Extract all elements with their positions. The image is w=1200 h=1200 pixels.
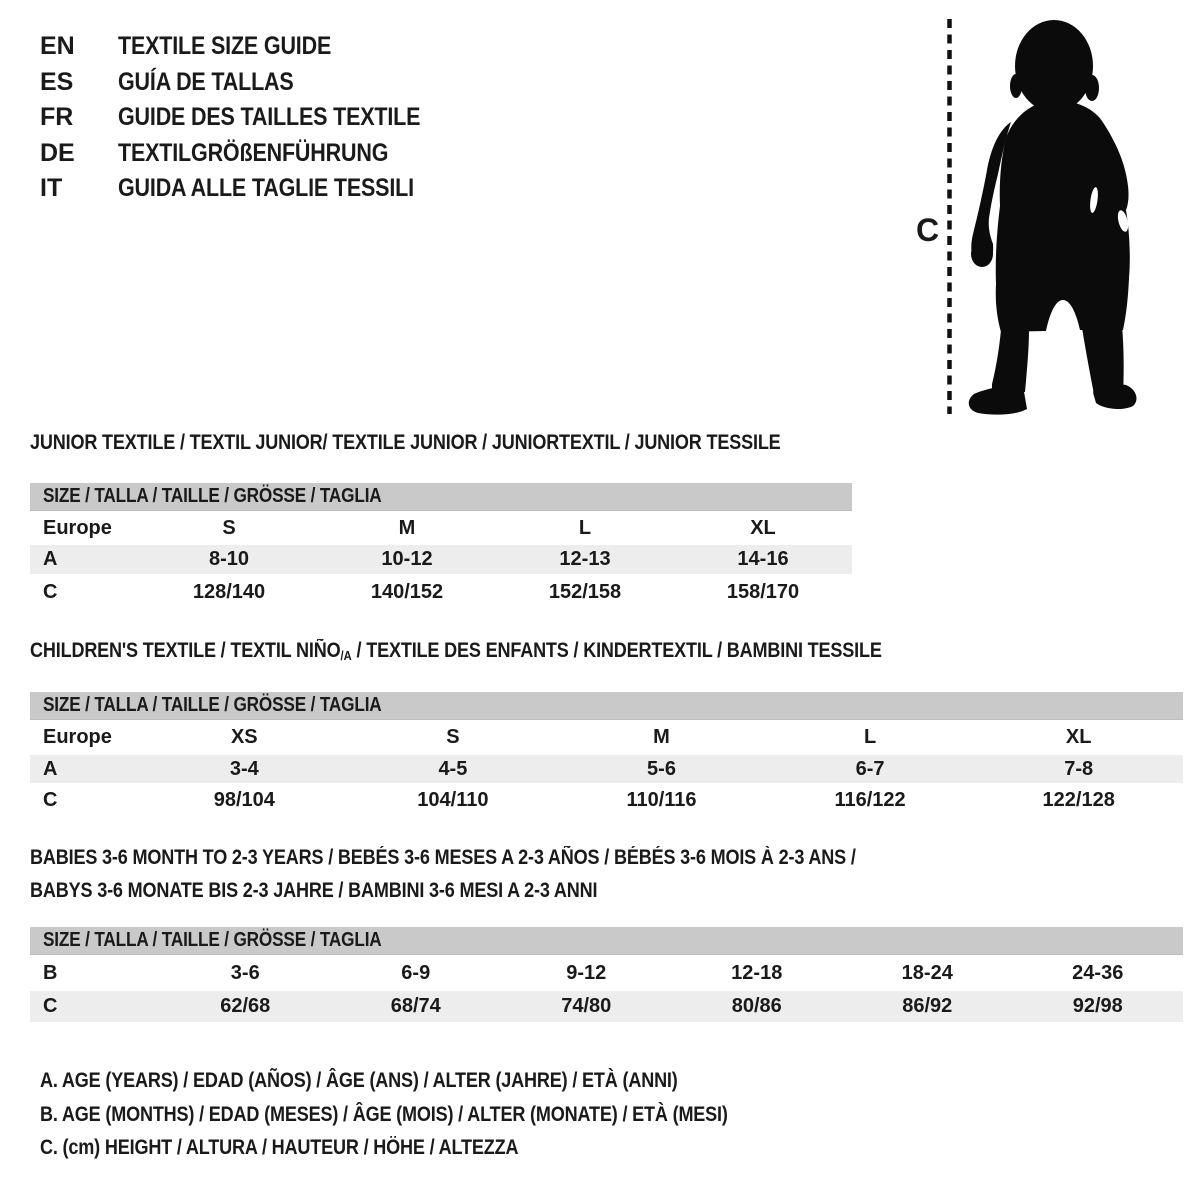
table-cell: 80/86 bbox=[731, 995, 782, 1017]
language-code: DE bbox=[40, 138, 75, 167]
legend-text: B. AGE (MONTHS) / EDAD (MESES) / ÂGE (MOIS) / ALTER (MONATE) / ETÀ (MESI) bbox=[40, 1103, 728, 1126]
children-size-header-bar bbox=[30, 692, 1183, 720]
babies-size-header-bar bbox=[30, 927, 1183, 955]
row-label: A bbox=[43, 548, 58, 570]
row-label: C bbox=[43, 580, 58, 603]
table-cell: 14-16 bbox=[737, 548, 789, 570]
table-cell: 128/140 bbox=[192, 580, 266, 603]
children-table-title bbox=[30, 638, 1020, 666]
row-label: B bbox=[43, 961, 58, 984]
language-row-es bbox=[40, 65, 470, 101]
language-row-en bbox=[40, 29, 470, 65]
legend-age-years bbox=[40, 1069, 781, 1093]
table-cell: 62/68 bbox=[220, 995, 271, 1017]
table-cell: 152/158 bbox=[548, 580, 622, 603]
table-cell: 74/80 bbox=[561, 995, 612, 1017]
language-label: TEXTILGRÖßENFÜHRUNG bbox=[118, 138, 389, 167]
children-row-europe bbox=[30, 720, 1183, 755]
children-row-height bbox=[30, 783, 1183, 817]
row-label: Europe bbox=[43, 726, 112, 748]
title-post: / TEXTILE DES ENFANTS / KINDERTEXTIL / BAMBINI TESSILE bbox=[351, 639, 882, 662]
table-cell: M bbox=[653, 726, 670, 748]
language-label: GUIDE DES TAILLES TEXTILE bbox=[118, 103, 421, 132]
table-cell: 116/122 bbox=[834, 788, 906, 811]
legend-height-cm bbox=[40, 1136, 596, 1160]
table-cell: 12-18 bbox=[731, 961, 783, 984]
table-cell: 158/170 bbox=[726, 580, 800, 603]
babies-title-text-line2: BABYS 3-6 MONATE BIS 2-3 JAHRE / BAMBINI 3-6 MESI A 2-3 ANNI bbox=[30, 879, 598, 902]
table-cell: XL bbox=[750, 516, 776, 539]
legend-text: A. AGE (YEARS) / EDAD (AÑOS) / ÂGE (ANS) / ALTER (JAHRE) / ETÀ (ANNI) bbox=[40, 1069, 678, 1092]
language-code: EN bbox=[40, 32, 75, 61]
table-cell: L bbox=[863, 726, 877, 748]
table-cell: 92/98 bbox=[1072, 995, 1123, 1017]
table-cell: 86/92 bbox=[902, 995, 953, 1017]
table-cell: 3-4 bbox=[229, 757, 259, 780]
table-cell: 8-10 bbox=[208, 548, 250, 570]
language-row-fr bbox=[40, 100, 470, 136]
table-cell: 6-7 bbox=[855, 757, 885, 780]
table-cell: XS bbox=[230, 726, 258, 748]
title-sub: /A bbox=[340, 648, 352, 663]
table-cell: S bbox=[446, 726, 460, 748]
language-row-de bbox=[40, 136, 470, 172]
table-cell: XL bbox=[1065, 726, 1092, 748]
legend-text: C. (cm) HEIGHT / ALTURA / HAUTEUR / HÖHE / ALTEZZA bbox=[40, 1136, 519, 1159]
table-cell: 10-12 bbox=[381, 548, 433, 570]
row-label: C bbox=[43, 995, 58, 1017]
babies-row-height bbox=[30, 991, 1183, 1022]
size-header-text: SIZE / TALLA / TAILLE / GRÖSSE / TAGLIA bbox=[43, 694, 382, 716]
table-cell: 3-6 bbox=[230, 961, 260, 984]
babies-table-title-line1 bbox=[30, 845, 990, 871]
table-cell: 9-12 bbox=[566, 961, 607, 984]
babies-title-text-line1: BABIES 3-6 MONTH TO 2-3 YEARS / BEBÉS 3-6 MESES A 2-3 AÑOS / BÉBÉS 3-6 MOIS À 2-3 ANS / bbox=[30, 846, 856, 869]
table-cell: 18-24 bbox=[901, 961, 953, 984]
language-label: GUIDA ALLE TAGLIE TESSILI bbox=[118, 174, 414, 203]
language-row-it bbox=[40, 171, 470, 207]
children-table-title-text bbox=[30, 638, 882, 666]
table-cell: 68/74 bbox=[390, 995, 441, 1017]
junior-size-header-bar bbox=[30, 483, 852, 511]
table-cell: 122/128 bbox=[1042, 788, 1115, 811]
row-label: Europe bbox=[43, 516, 112, 539]
babies-table-title-line2 bbox=[30, 878, 690, 904]
language-list bbox=[40, 29, 470, 207]
table-cell: 12-13 bbox=[559, 548, 611, 570]
junior-table-title-text: JUNIOR TEXTILE / TEXTIL JUNIOR/ TEXTILE JUNIOR / JUNIORTEXTIL / JUNIOR TESSILE bbox=[30, 431, 781, 454]
table-cell: 6-9 bbox=[401, 961, 431, 984]
row-label: A bbox=[43, 757, 58, 780]
table-cell: M bbox=[398, 516, 416, 539]
children-row-age bbox=[30, 755, 1183, 783]
babies-row-months bbox=[30, 955, 1183, 991]
table-cell: 98/104 bbox=[213, 788, 275, 811]
language-code: ES bbox=[40, 67, 74, 96]
table-cell: 24-36 bbox=[1072, 961, 1124, 984]
table-cell: 104/110 bbox=[417, 788, 489, 811]
language-code: FR bbox=[40, 103, 74, 132]
junior-row-europe bbox=[30, 511, 852, 545]
language-code: IT bbox=[40, 174, 63, 203]
legend-age-months bbox=[40, 1103, 840, 1127]
size-header-text: SIZE / TALLA / TAILLE / GRÖSSE / TAGLIA bbox=[43, 485, 382, 507]
table-cell: 7-8 bbox=[1064, 757, 1094, 780]
table-cell: 4-5 bbox=[438, 757, 468, 780]
table-cell: S bbox=[222, 516, 236, 539]
size-header-text: SIZE / TALLA / TAILLE / GRÖSSE / TAGLIA bbox=[43, 929, 382, 951]
height-measure-label: C bbox=[916, 212, 940, 248]
language-label: TEXTILE SIZE GUIDE bbox=[118, 32, 332, 61]
table-cell: L bbox=[578, 516, 592, 539]
junior-row-age bbox=[30, 545, 852, 574]
table-cell: 110/116 bbox=[626, 788, 697, 811]
row-label: C bbox=[43, 788, 58, 811]
junior-row-height bbox=[30, 574, 852, 610]
height-measure-dashed-line bbox=[946, 14, 953, 418]
language-label: GUÍA DE TALLAS bbox=[118, 67, 294, 96]
toddler-silhouette bbox=[963, 14, 1143, 418]
table-cell: 5-6 bbox=[647, 757, 676, 780]
junior-table-title bbox=[30, 430, 903, 456]
table-cell: 140/152 bbox=[370, 580, 444, 603]
title-pre: CHILDREN'S TEXTILE / TEXTIL NIÑO bbox=[30, 639, 341, 662]
